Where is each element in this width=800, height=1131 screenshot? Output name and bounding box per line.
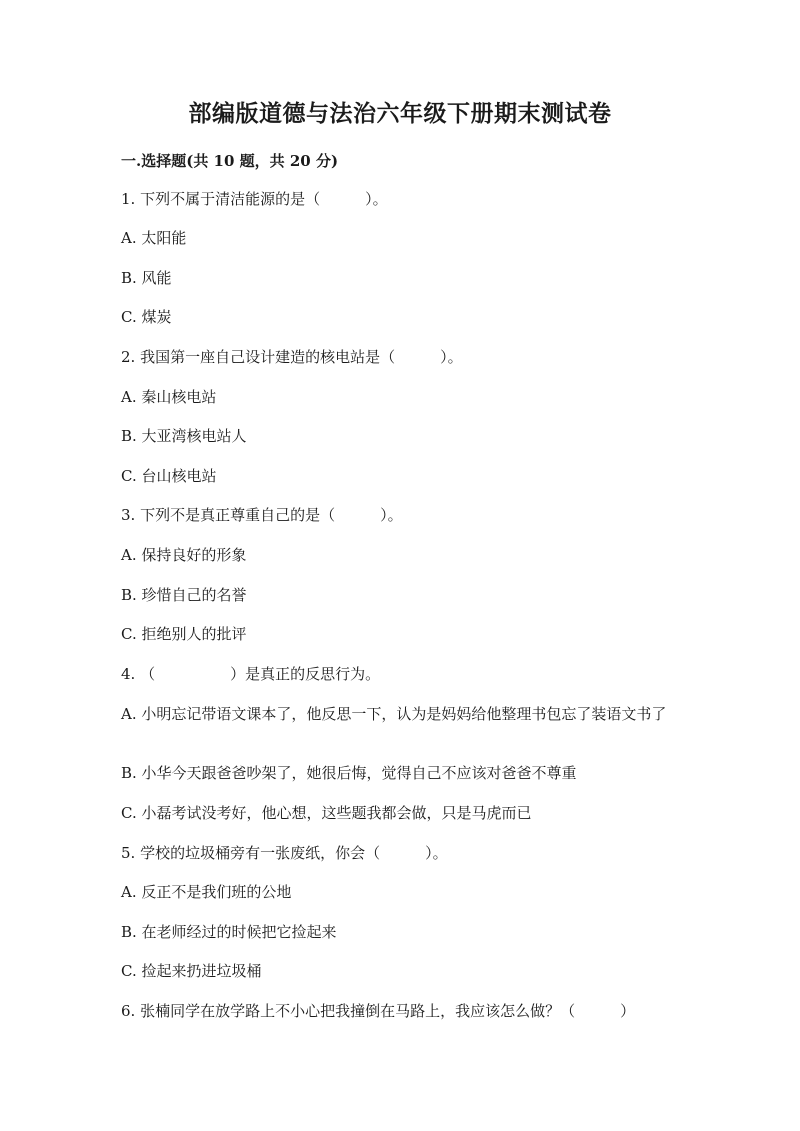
question-option: A. 反正不是我们班的公地: [121, 883, 292, 901]
question-option: A. 小明忘记带语文课本了，他反思一下，认为是妈妈给他整理书包忘了装语文书了: [121, 705, 667, 723]
question-option: B. 大亚湾核电站人: [121, 427, 247, 445]
question-option: A. 太阳能: [121, 229, 187, 247]
question-stem: 6. 张楠同学在放学路上不小心把我撞倒在马路上，我应该怎么做？（ ）: [121, 1002, 636, 1020]
section-heading: 一.选择题(共 10 题，共 20 分): [121, 152, 339, 170]
question-option: B. 风能: [121, 269, 172, 287]
question-option: B. 珍惜自己的名誉: [121, 586, 247, 604]
question-option: C. 台山核电站: [121, 467, 217, 485]
question-stem: 4. （ ）是真正的反思行为。: [121, 665, 381, 683]
question-option: B. 小华今天跟爸爸吵架了，她很后悔，觉得自己不应该对爸爸不尊重: [121, 764, 577, 782]
question-option: A. 保持良好的形象: [121, 546, 247, 564]
question-option: A. 秦山核电站: [121, 388, 217, 406]
question-stem: 1. 下列不属于清洁能源的是（ ）。: [121, 190, 388, 208]
question-option: C. 小磊考试没考好，他心想，这些题我都会做，只是马虎而已: [121, 804, 532, 822]
question-stem: 2. 我国第一座自己设计建造的核电站是（ ）。: [121, 348, 463, 366]
question-option: C. 煤炭: [121, 308, 172, 326]
question-option: C. 捡起来扔进垃圾桶: [121, 962, 262, 980]
question-stem: 5. 学校的垃圾桶旁有一张废纸，你会（ ）。: [121, 844, 448, 862]
page-title: 部编版道德与法治六年级下册期末测试卷: [188, 100, 612, 127]
question-option: B. 在老师经过的时候把它捡起来: [121, 923, 337, 941]
question-stem: 3. 下列不是真正尊重自己的是（ ）。: [121, 506, 403, 524]
question-option: C. 拒绝别人的批评: [121, 625, 247, 643]
